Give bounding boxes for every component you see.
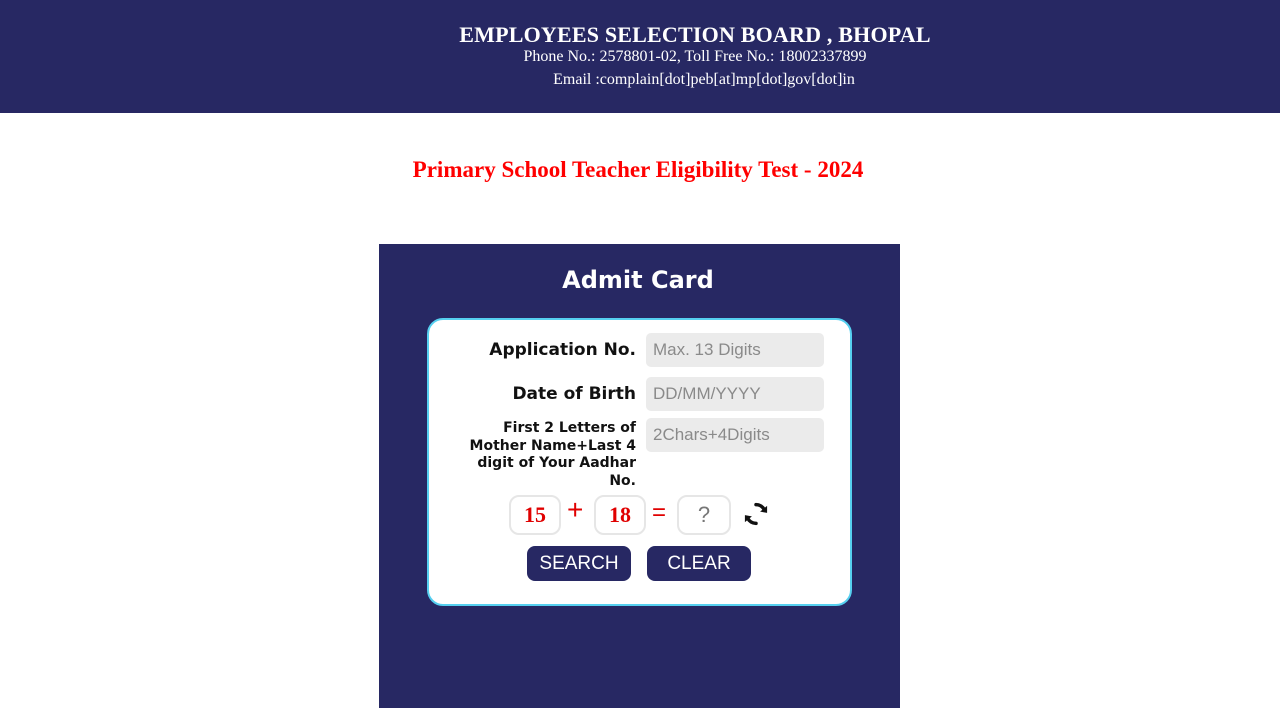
search-button[interactable]: SEARCH	[527, 546, 631, 581]
dob-label: Date of Birth	[512, 384, 636, 404]
captcha-operand-b: 18	[594, 495, 646, 535]
application-no-input[interactable]	[646, 333, 824, 367]
captcha-operand-a: 15	[509, 495, 561, 535]
dob-input[interactable]	[646, 377, 824, 411]
captcha-plus: +	[567, 494, 584, 525]
mother-aadhar-label: First 2 Letters of Mother Name+Last 4 digit of Your Aadhar No.	[469, 420, 636, 489]
admit-card-title: Admit Card	[562, 266, 714, 294]
refresh-icon[interactable]	[742, 500, 770, 528]
exam-title: Primary School Teacher Eligibility Test - 2024	[412, 157, 864, 182]
application-no-label: Application No.	[489, 340, 636, 360]
captcha-equals: =	[652, 499, 667, 526]
mother-aadhar-input[interactable]	[646, 418, 824, 452]
contact-phone: Phone No.: 2578801-02, Toll Free No.: 18002337899	[523, 48, 867, 65]
clear-button[interactable]: CLEAR	[647, 546, 751, 581]
site-header	[0, 0, 1280, 113]
captcha-answer-input[interactable]	[677, 495, 731, 535]
board-title: EMPLOYEES SELECTION BOARD , BHOPAL	[459, 22, 931, 47]
contact-email: Email :complain[dot]peb[at]mp[dot]gov[dot]in	[553, 71, 855, 88]
